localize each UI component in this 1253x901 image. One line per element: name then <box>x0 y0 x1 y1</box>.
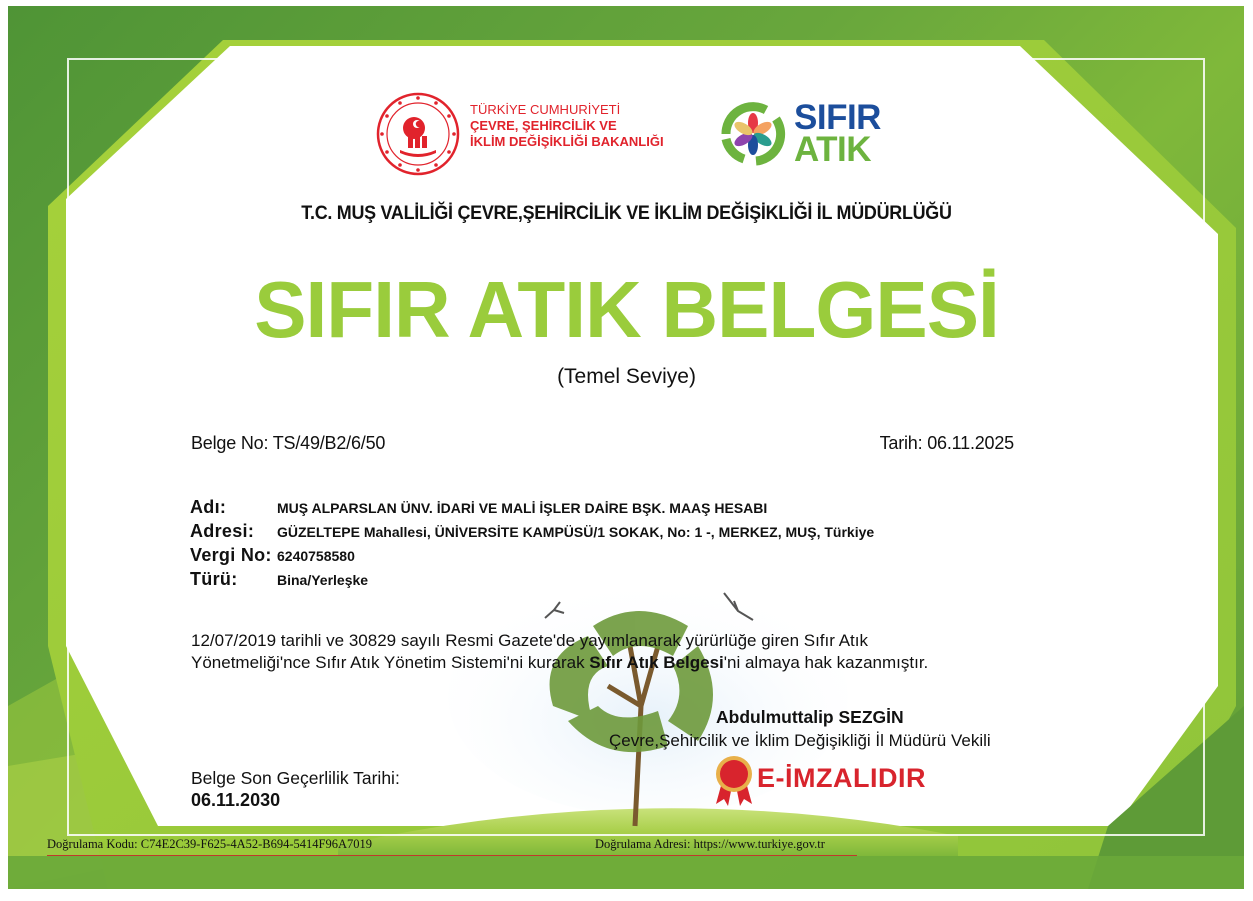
verification-address-label: Doğrulama Adresi: <box>595 837 691 851</box>
issue-date-label: Tarih: <box>879 433 923 453</box>
verification-code-value: C74E2C39-F625-4A52-B694-5414F96A7019 <box>140 837 372 851</box>
field-tax-no-value: 6240758580 <box>277 548 355 564</box>
zero-waste-word1: SIFIR <box>794 98 881 137</box>
field-name-label: Adı: <box>190 497 227 517</box>
field-type-label: Türü: <box>190 569 238 589</box>
verification-underline <box>47 855 857 856</box>
issue-date-value: 06.11.2025 <box>927 433 1014 453</box>
issue-date <box>880 433 1014 454</box>
statement-line2-suffix: 'ni almaya hak kazanmıştır. <box>723 653 929 672</box>
ministry-name <box>470 102 664 150</box>
field-type-value: Bina/Yerleşke <box>277 572 369 588</box>
ministry-seal-icon <box>376 92 460 176</box>
zero-waste-flower-icon <box>716 97 790 171</box>
zero-waste-word2: ATIK <box>794 130 872 169</box>
e-signature-badge: E-İMZALIDIR <box>757 763 926 793</box>
document-number-label: Belge No: <box>191 433 269 453</box>
verification-address-link[interactable]: https://www.turkiye.gov.tr <box>693 837 825 851</box>
signer-title: Çevre,Şehircilik ve İklim Değişikliği İl Müdürü Vekili <box>609 731 991 750</box>
certificate-level: (Temel Seviye) <box>557 365 696 388</box>
field-address-value: GÜZELTEPE Mahallesi, ÜNİVERSİTE KAMPÜSÜ/1 SOKAK, No: 1 -, MERKEZ, MUŞ, Türkiye <box>277 524 875 540</box>
certificate-statement <box>191 630 1051 674</box>
field-address-label: Adresi: <box>190 521 255 541</box>
statement-line1: 12/07/2019 tarihli ve 30829 sayılı Resmi Gazete'de yayımlanarak yürürlüğe giren Sıfır Atık <box>191 631 868 650</box>
signer-name: Abdulmuttalip SEZGİN <box>716 707 904 727</box>
statement-line2 <box>191 652 1051 674</box>
statement-line2-prefix: Yönetmeliği'nce Sıfır Atık Yönetim Sistemi'ni kurarak <box>191 653 590 672</box>
rosette-icon <box>714 754 754 806</box>
document-number-value: TS/49/B2/6/50 <box>272 433 386 453</box>
verification-address <box>595 837 825 852</box>
issuing-authority: T.C. MUŞ VALİLİĞİ ÇEVRE,ŞEHİRCİLİK VE İKLİM DEĞİŞİKLİĞİ İL MÜDÜRLÜĞÜ <box>301 202 952 224</box>
verification-code <box>47 837 372 852</box>
validity-label: Belge Son Geçerlilik Tarihi: <box>191 768 400 788</box>
ministry-name-line3: İKLİM DEĞİŞİKLİĞİ BAKANLIĞI <box>470 134 664 149</box>
field-tax-no-label: Vergi No: <box>190 545 272 565</box>
ministry-name-line1: TÜRKİYE CUMHURİYETİ <box>470 102 621 117</box>
zero-waste-wordmark <box>794 98 881 169</box>
ministry-name-line2: ÇEVRE, ŞEHİRCİLİK VE <box>470 118 617 133</box>
field-name-value: MUŞ ALPARSLAN ÜNV. İDARİ VE MALİ İŞLER DAİRE BŞK. MAAŞ HESABI <box>277 500 768 516</box>
validity-date: 06.11.2030 <box>191 790 281 810</box>
verification-code-label: Doğrulama Kodu: <box>47 837 138 851</box>
certificate-title: SIFIR ATIK BELGESİ <box>254 265 999 354</box>
document-number <box>191 433 385 454</box>
statement-line2-bold: Sıfır Atık Belgesi <box>589 653 724 672</box>
